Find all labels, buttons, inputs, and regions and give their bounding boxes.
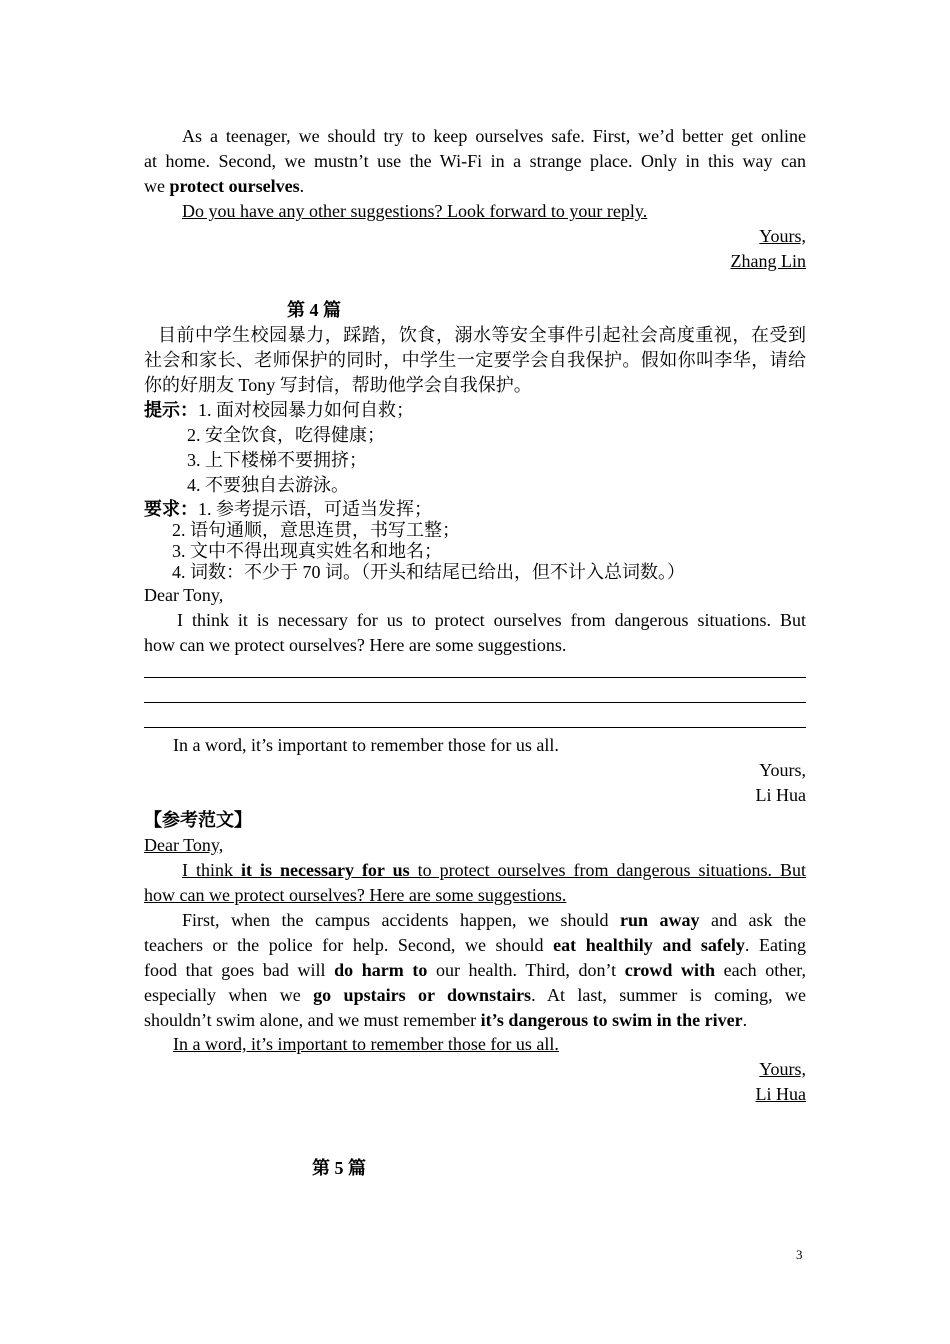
answer-line xyxy=(144,702,806,703)
text: I think xyxy=(182,860,241,880)
requirement-item: 1. 参考提示语，可适当发挥； xyxy=(198,499,432,519)
bold-phrase: go upstairs or downstairs xyxy=(313,985,532,1005)
label-text: 【参考范文】 xyxy=(144,810,252,830)
text: Yours, xyxy=(759,226,806,246)
text: As a teenager, we should try to keep ourselves safe. First, we’d better get online xyxy=(182,126,806,146)
text: . Eating xyxy=(744,935,806,955)
text: Li Hua xyxy=(755,1084,806,1104)
intro-line xyxy=(144,323,806,348)
bold-phrase: run away xyxy=(619,910,700,930)
intro-line xyxy=(144,373,806,398)
requirement-item: 2. 语句通顺，意思连贯，书写工整； xyxy=(172,520,460,540)
answer-line xyxy=(144,727,806,728)
text: how can we protect ourselves? Here are some suggestions. xyxy=(144,885,567,905)
page-number: 3 xyxy=(796,1247,803,1262)
requirement-item: 3. 文中不得出现真实姓名和地名； xyxy=(172,541,442,561)
model-signature xyxy=(144,1082,806,1107)
text: 社会和家长、老师保护的同时，中学生一定要学会自我保护。假如你叫李华，请给 xyxy=(144,350,806,370)
text: . xyxy=(299,176,305,196)
bold-phrase: do harm to xyxy=(334,960,428,980)
model-closing xyxy=(144,1057,806,1082)
prev-para-line xyxy=(144,199,806,224)
text: each other, xyxy=(715,960,807,980)
text: First, when the campus accidents happen, we should xyxy=(182,910,620,930)
text: 你的好朋友 Tony 写封信，帮助他学会自我保护。 xyxy=(144,375,532,395)
bold-phrase: crowd with xyxy=(624,960,716,980)
closing: Yours, xyxy=(759,760,806,780)
prev-para-line xyxy=(144,149,806,174)
hints-line xyxy=(144,398,806,423)
section-5-title: 第 5 篇 xyxy=(312,1158,366,1178)
text: teachers or the police for help. Second, we should xyxy=(144,935,554,955)
hint-item: 1. 面对校园暴力如何自救； xyxy=(198,400,414,420)
text: our health. Third, don’t xyxy=(427,960,625,980)
requirement-item: 4. 词数：不少于 70 词。（开头和结尾已给出，但不计入总词数。） xyxy=(172,562,685,582)
prev-signature xyxy=(144,249,806,274)
prev-para-line xyxy=(144,174,806,199)
text: I think it is necessary for us to protect ourselves from dangerous situations. But xyxy=(177,610,806,630)
text: Dear Tony, xyxy=(144,835,224,855)
text: especially when we xyxy=(144,985,314,1005)
hint-item: 3. 上下楼梯不要拥挤； xyxy=(187,450,367,470)
intro-line xyxy=(144,348,806,373)
model-body-line xyxy=(144,983,806,1008)
prev-para-line xyxy=(144,124,806,149)
underlined-text: Do you have any other suggestions? Look forward to your reply. xyxy=(182,201,648,221)
model-body-line xyxy=(144,1008,806,1033)
closing-line: In a word, it’s important to remember those for us all. xyxy=(173,735,559,755)
text: shouldn’t swim alone, and we must remember xyxy=(144,1010,481,1030)
model-greeting xyxy=(144,833,806,858)
text: 目前中学生校园暴力，踩踏，饮食，溺水等安全事件引起社会高度重视，在受到 xyxy=(158,325,806,345)
answer-line xyxy=(144,677,806,678)
requirements-label: 要求： xyxy=(144,499,198,519)
text: . xyxy=(742,1010,748,1030)
text: at home. Second, we mustn’t use the Wi-Fi in a strange place. Only in this way can xyxy=(144,151,806,171)
bold-phrase: it is necessary for us xyxy=(240,860,410,880)
prev-closing xyxy=(144,224,806,249)
model-closing-line xyxy=(144,1032,806,1057)
section-4-title: 第 4 篇 xyxy=(287,300,341,320)
text: . At last, summer is coming, we xyxy=(531,985,806,1005)
text: Zhang Lin xyxy=(730,251,806,271)
text: and ask the xyxy=(699,910,806,930)
text: In a word, it’s important to remember those for us all. xyxy=(173,1034,559,1054)
model-line xyxy=(144,883,806,908)
model-essay-label xyxy=(144,808,806,833)
opening-line xyxy=(144,608,806,633)
model-line xyxy=(144,858,806,883)
greeting: Dear Tony, xyxy=(144,585,224,605)
hint-item: 2. 安全饮食，吃得健康； xyxy=(187,425,385,445)
model-body-line xyxy=(144,958,806,983)
opening-line: how can we protect ourselves? Here are some suggestions. xyxy=(144,635,567,655)
text: to protect ourselves from dangerous situations. But xyxy=(409,860,806,880)
signature: Li Hua xyxy=(755,785,806,805)
text: food that goes bad will xyxy=(144,960,335,980)
hint-item: 4. 不要独自去游泳。 xyxy=(187,475,349,495)
bold-phrase: eat healthily and safely xyxy=(553,935,745,955)
text: we xyxy=(144,176,170,196)
bold-phrase: it’s dangerous to swim in the river xyxy=(480,1010,743,1030)
model-body-line xyxy=(144,933,806,958)
hints-label: 提示： xyxy=(144,400,198,420)
model-body-line xyxy=(144,908,806,933)
text: Yours, xyxy=(759,1059,806,1079)
bold-phrase: protect ourselves xyxy=(169,176,300,196)
